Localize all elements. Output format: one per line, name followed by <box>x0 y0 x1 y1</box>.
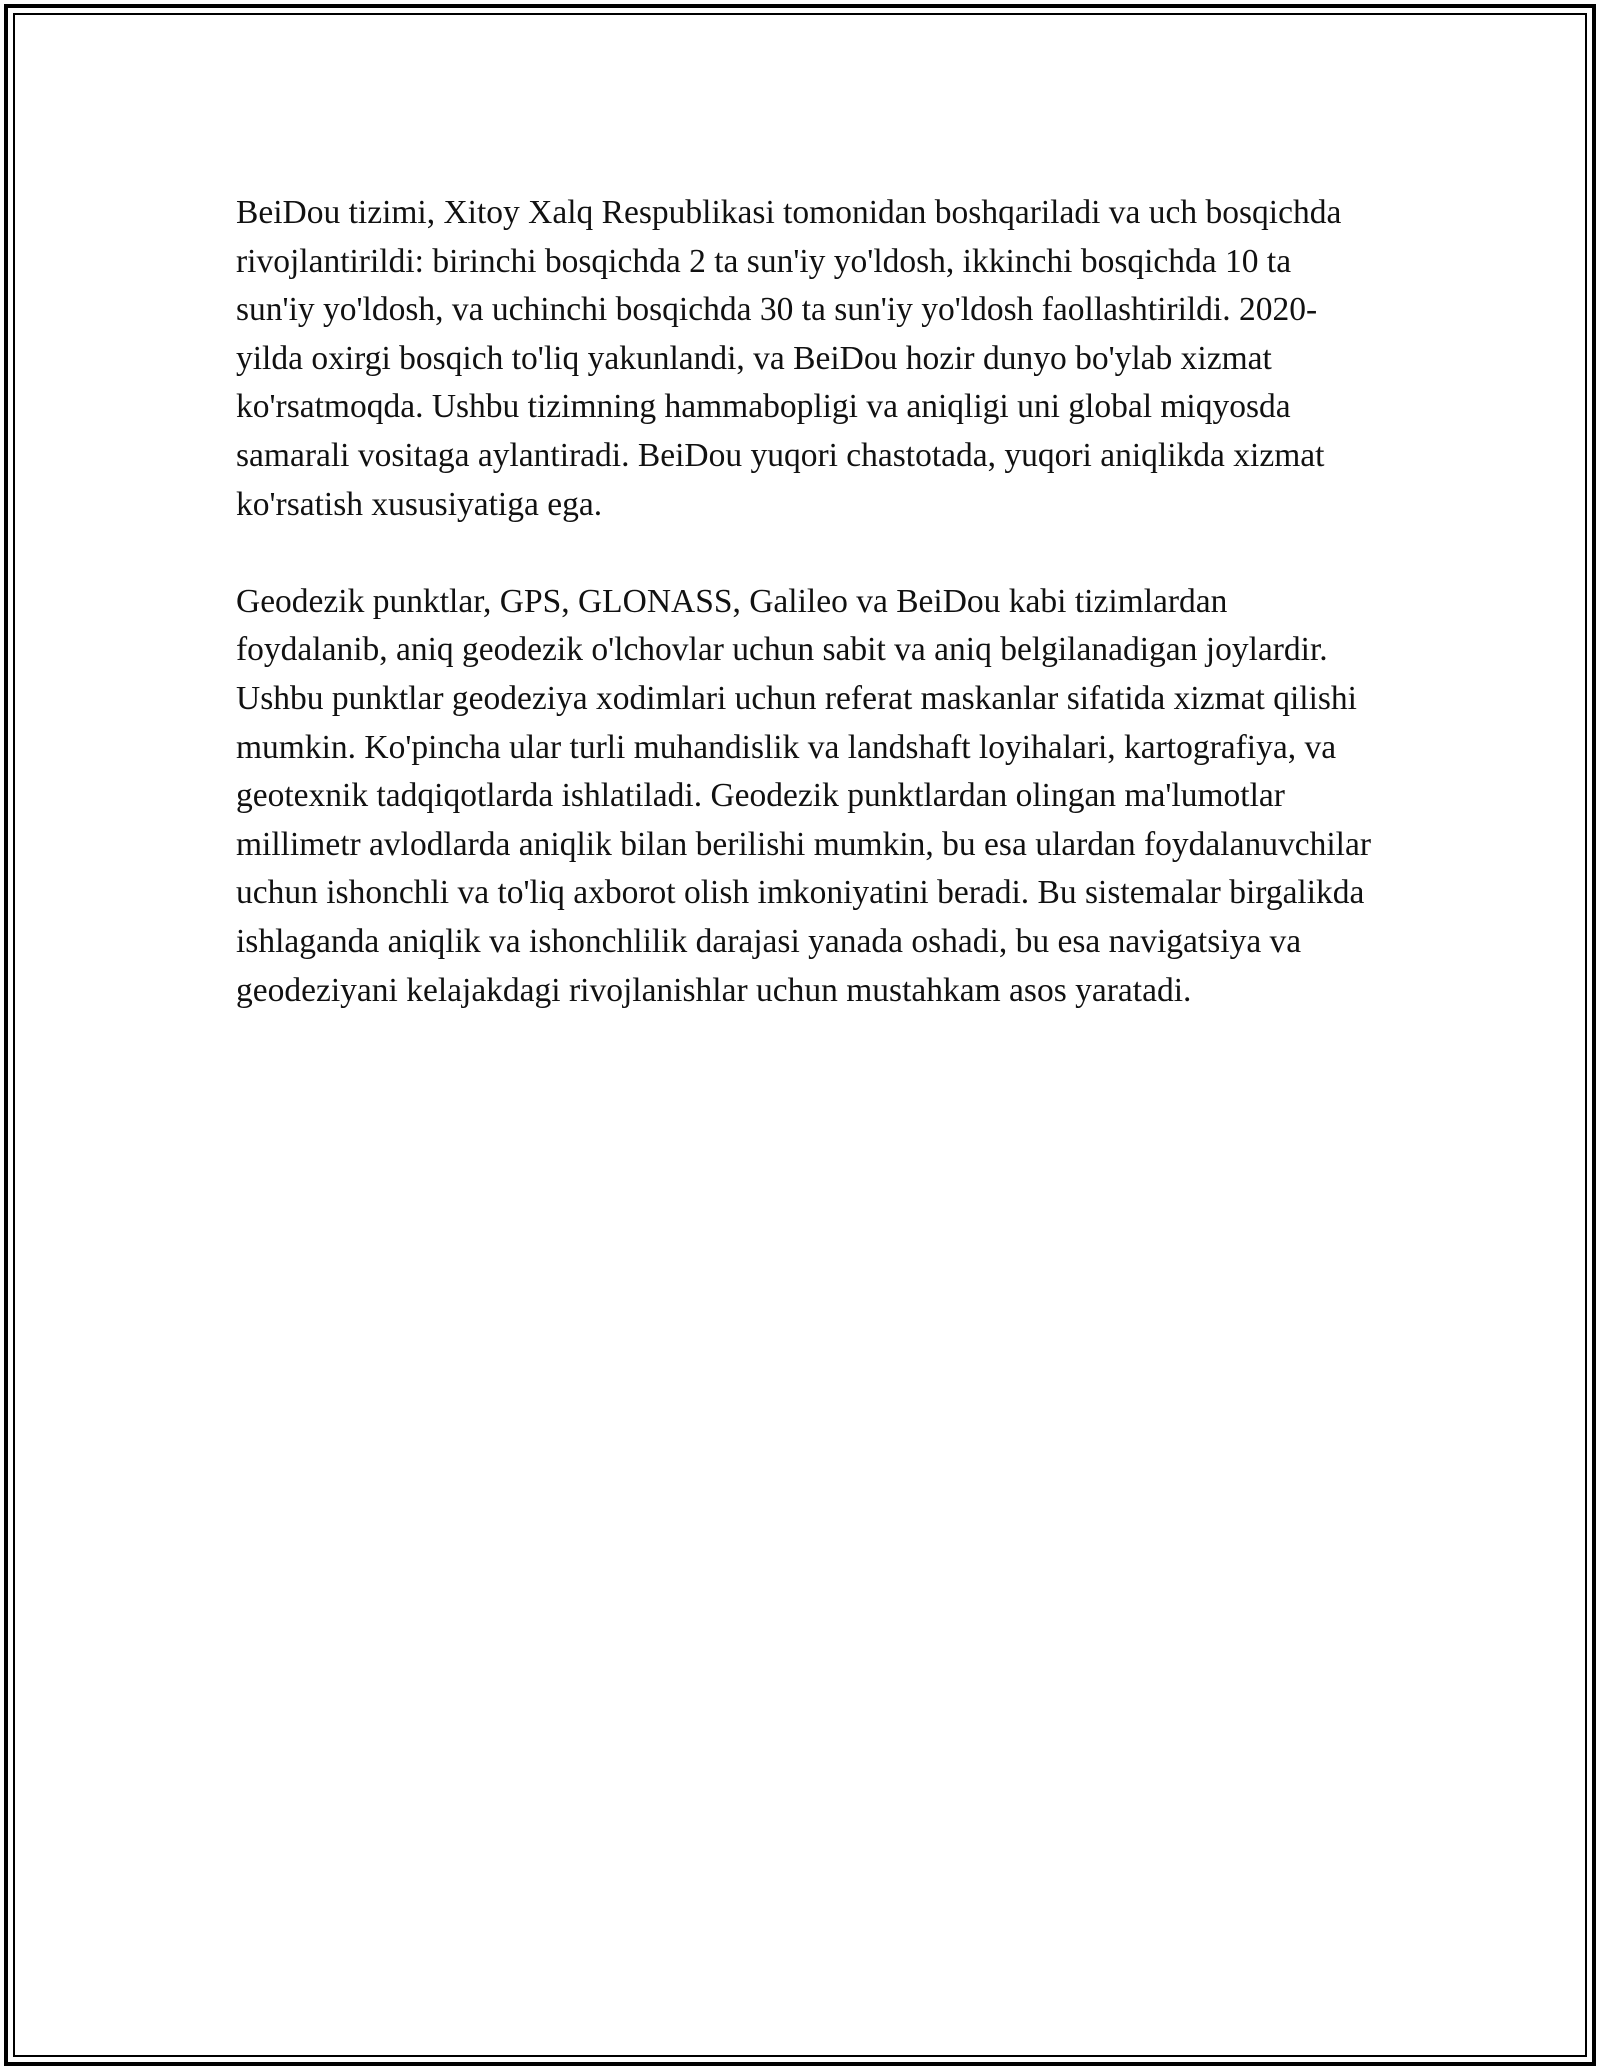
paragraph-beidou: BeiDou tizimi, Xitoy Xalq Respublikasi tomonidan boshqariladi va uch bosqichda rivojlantirildi: birinchi bosqichda 2 ta sun'iy yo'ldosh, ikkinchi bosqichda 10 ta sun'iy yo'ldosh, va uchinchi bosqichda 30 ta sun'iy yo'ldosh faollashtirildi. 2020-yilda oxirgi bosqich to'liq yakunlandi, va BeiDou hozir dunyo bo'ylab xizmat ko'rsatmoqda. Ushbu tizimning hammabopligi va aniqligi uni global miqyosda samarali vositaga aylantiradi. BeiDou yuqori chastotada, yuqori aniqlikda xizmat ko'rsatish xususiyatiga ega. <box>236 194 1342 523</box>
paragraph-geodetic-points: Geodezik punktlar, GPS, GLONASS, Galileo va BeiDou kabi tizimlardan foydalanib, aniq geodezik o'lchovlar uchun sabit va aniq belgilanadigan joylardir. Ushbu punktlar geodeziya xodimlari uchun referat maskanlar sifatida xizmat qilishi mumkin. Ko'pincha ular turli muhandislik va landshaft loyihalari, kartografiya, va geotexnik tadqiqotlarda ishlatiladi. Geodezik punktlardan olingan ma'lumotlar millimetr avlodlarda aniqlik bilan berilishi mumkin, bu esa ulardan foydalanuvchilar uchun ishonchli va to'liq axborot olish imkoniyatini beradi. Bu sistemalar birgalikda ishlaganda aniqlik va ishonchlilik darajasi yanada oshadi, bu esa navigatsiya va geodeziyani kelajakdagi rivojlanishlar uchun mustahkam asos yaratadi. <box>236 582 1371 1009</box>
document-body <box>236 189 1376 1064</box>
